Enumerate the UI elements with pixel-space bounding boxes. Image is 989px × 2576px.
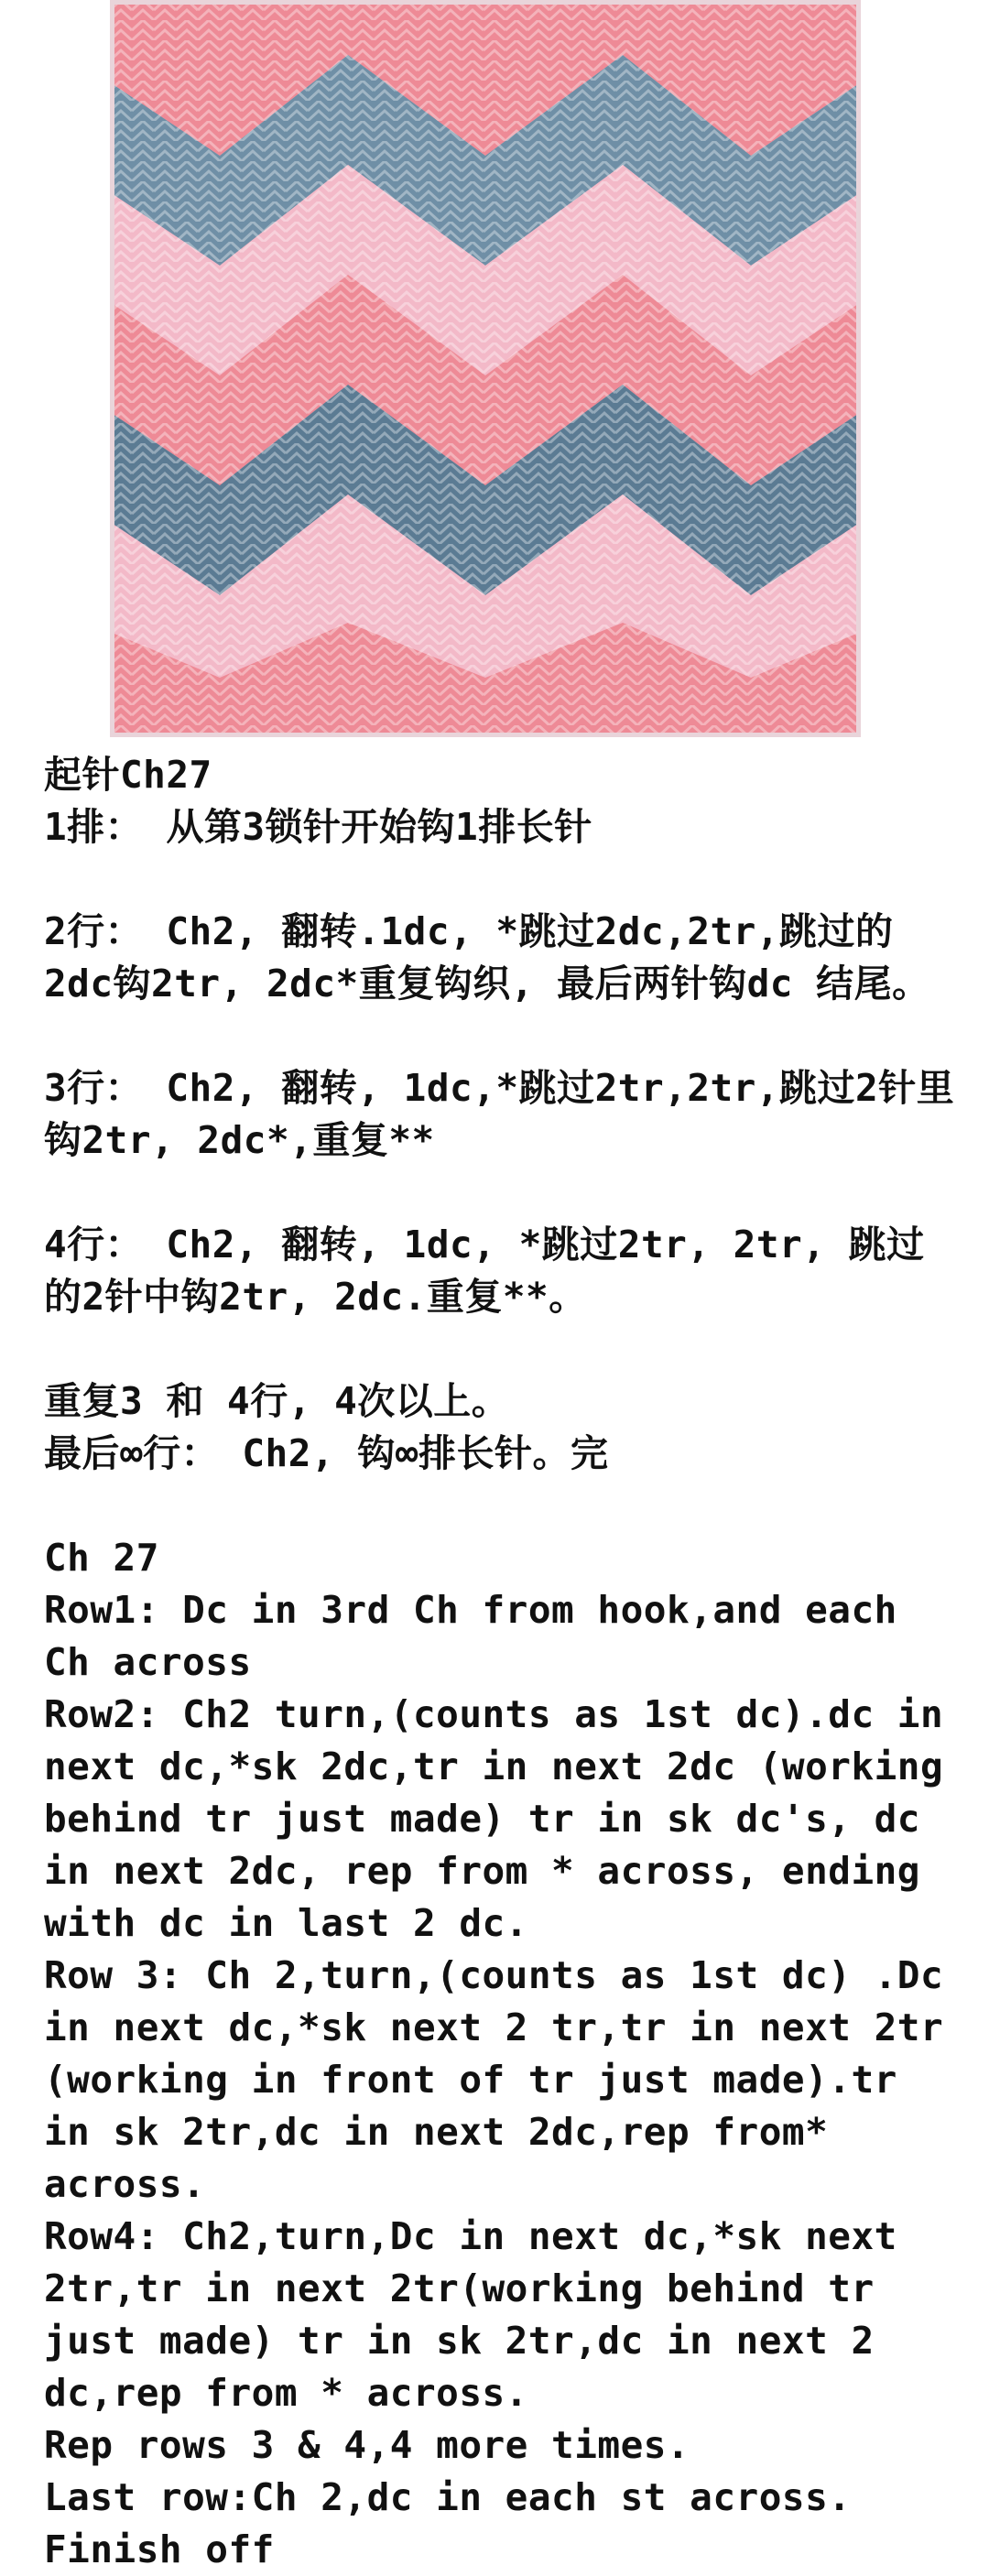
cn-row3: 3行： Ch2, 翻转, 1dc,*跳过2tr,2tr,跳过2针里钩2tr, 2dc*,重复** xyxy=(44,1066,955,1162)
en-row4: Row4: Ch2,turn,Dc in next dc,*sk next 2tr,tr in next 2tr(working behind tr just made) tr in sk 2tr,dc in next 2 dc,rep from * across. xyxy=(44,2214,920,2415)
cn-row1: 1排： 从第3锁针开始钩1排长针 xyxy=(44,805,592,849)
en-row3: Row 3: Ch 2,turn,(counts as 1st dc) .Dc in next dc,*sk next 2 tr,tr in next 2tr (working in front of tr just made).tr in sk 2tr,dc in next 2dc,rep from* across. xyxy=(44,1953,967,2206)
spacer xyxy=(44,1480,960,1532)
cn-row4: 4行： Ch2, 翻转, 1dc, *跳过2tr, 2tr, 跳过的2针中钩2tr, 2dc.重复**。 xyxy=(44,1223,925,1319)
spacer xyxy=(44,1323,960,1375)
en-last-row: Last row:Ch 2,dc in each st across. Finish off xyxy=(44,2475,875,2571)
cn-row2: 2行： Ch2, 翻转.1dc, *跳过2dc,2tr,跳过的2dc钩2tr, 2dc*重复钩织, 最后两针钩dc 结尾。 xyxy=(44,909,930,1005)
cn-last-row: 最后∞行： Ch2, 钩∞排长针。完 xyxy=(44,1431,609,1475)
cn-repeat: 重复3 和 4行, 4次以上。 xyxy=(44,1379,510,1423)
en-row1: Row1: Dc in 3rd Ch from hook,and each Ch across xyxy=(44,1588,920,1684)
pattern-instructions xyxy=(44,749,967,2576)
en-repeat: Rep rows 3 & 4,4 more times. xyxy=(44,2423,690,2467)
en-row2: Row2: Ch2 turn,(counts as 1st dc).dc in next dc,*sk 2dc,tr in next 2dc (working behind tr just made) tr in sk dc's, dc in next 2dc, rep from * across, ending with dc in last 2 dc. xyxy=(44,1692,967,1945)
spacer xyxy=(44,853,960,906)
spacer xyxy=(44,1010,960,1062)
crochet-swatch-photo xyxy=(110,0,861,737)
cn-start: 起针Ch27 xyxy=(44,753,212,797)
crochet-swatch-illustration xyxy=(110,0,861,737)
spacer xyxy=(44,1167,960,1219)
en-start: Ch 27 xyxy=(44,1536,159,1580)
